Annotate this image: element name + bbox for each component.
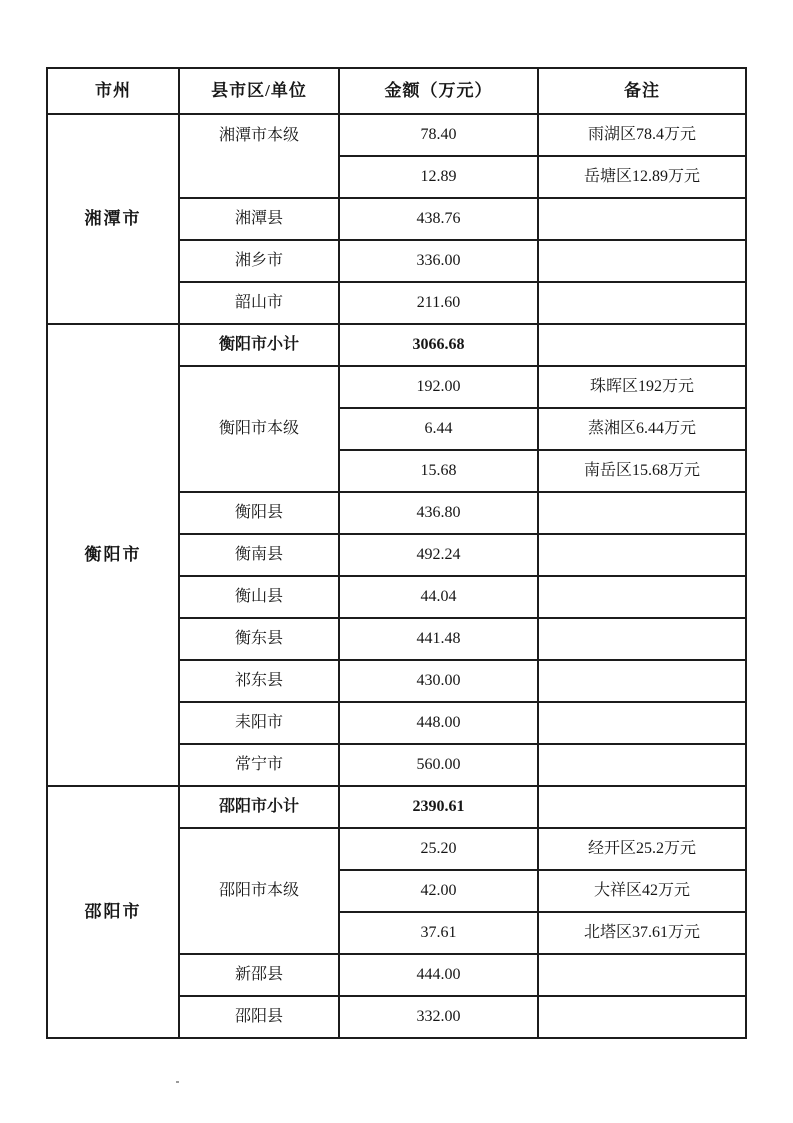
amount-cell: 25.20 xyxy=(339,828,538,870)
unit-cell: 衡南县 xyxy=(179,534,339,576)
header-amount: 金额（万元） xyxy=(339,68,538,114)
subtotal-unit-cell: 衡阳市小计 xyxy=(179,324,339,366)
remark-cell: 南岳区15.68万元 xyxy=(538,450,746,492)
unit-cell: 衡阳县 xyxy=(179,492,339,534)
amount-cell: 430.00 xyxy=(339,660,538,702)
remark-cell xyxy=(538,954,746,996)
unit-cell: 邵阳县 xyxy=(179,996,339,1038)
remark-cell: 经开区25.2万元 xyxy=(538,828,746,870)
remark-cell: 岳塘区12.89万元 xyxy=(538,156,746,198)
amount-cell: 42.00 xyxy=(339,870,538,912)
remark-cell xyxy=(538,660,746,702)
unit-cell: 韶山市 xyxy=(179,282,339,324)
amount-cell: 15.68 xyxy=(339,450,538,492)
amount-cell: 211.60 xyxy=(339,282,538,324)
unit-cell: 湘潭市本级 xyxy=(179,114,339,198)
table-row xyxy=(47,114,746,156)
unit-cell: 邵阳市本级 xyxy=(179,828,339,954)
unit-cell: 新邵县 xyxy=(179,954,339,996)
unit-cell: 衡山县 xyxy=(179,576,339,618)
subtotal-unit-cell: 邵阳市小计 xyxy=(179,786,339,828)
city-cell: 邵阳市 xyxy=(47,786,179,1038)
remark-cell: 蒸湘区6.44万元 xyxy=(538,408,746,450)
remark-cell xyxy=(538,576,746,618)
amount-cell: 492.24 xyxy=(339,534,538,576)
amount-cell: 78.40 xyxy=(339,114,538,156)
amount-cell: 441.48 xyxy=(339,618,538,660)
remark-cell xyxy=(538,492,746,534)
table-row xyxy=(47,324,746,366)
unit-cell: 常宁市 xyxy=(179,744,339,786)
remark-cell xyxy=(538,324,746,366)
amount-cell: 444.00 xyxy=(339,954,538,996)
header-remark: 备注 xyxy=(538,68,746,114)
amount-cell: 37.61 xyxy=(339,912,538,954)
remark-cell xyxy=(538,534,746,576)
remark-cell xyxy=(538,240,746,282)
remark-cell xyxy=(538,996,746,1038)
subtotal-amount-cell: 3066.68 xyxy=(339,324,538,366)
amount-cell: 336.00 xyxy=(339,240,538,282)
unit-cell: 湘潭县 xyxy=(179,198,339,240)
subtotal-amount-cell: 2390.61 xyxy=(339,786,538,828)
amount-cell: 560.00 xyxy=(339,744,538,786)
remark-cell xyxy=(538,786,746,828)
amount-cell: 436.80 xyxy=(339,492,538,534)
remark-cell xyxy=(538,702,746,744)
remark-cell: 大祥区42万元 xyxy=(538,870,746,912)
city-cell: 衡阳市 xyxy=(47,324,179,786)
remark-cell xyxy=(538,618,746,660)
amount-cell: 192.00 xyxy=(339,366,538,408)
amount-cell: 332.00 xyxy=(339,996,538,1038)
unit-cell: 衡东县 xyxy=(179,618,339,660)
remark-cell xyxy=(538,282,746,324)
header-city: 市州 xyxy=(47,68,179,114)
header-row xyxy=(47,68,746,114)
unit-cell: 衡阳市本级 xyxy=(179,366,339,492)
unit-cell: 耒阳市 xyxy=(179,702,339,744)
city-cell: 湘潭市 xyxy=(47,114,179,324)
amount-cell: 448.00 xyxy=(339,702,538,744)
table-row xyxy=(47,786,746,828)
amount-cell: 6.44 xyxy=(339,408,538,450)
header-unit: 县市区/单位 xyxy=(179,68,339,114)
unit-cell: 祁东县 xyxy=(179,660,339,702)
funding-table xyxy=(46,67,747,1039)
remark-cell xyxy=(538,198,746,240)
remark-cell: 北塔区37.61万元 xyxy=(538,912,746,954)
remark-cell: 珠晖区192万元 xyxy=(538,366,746,408)
amount-cell: 438.76 xyxy=(339,198,538,240)
remark-cell: 雨湖区78.4万元 xyxy=(538,114,746,156)
unit-cell: 湘乡市 xyxy=(179,240,339,282)
scan-speck xyxy=(176,1081,179,1083)
amount-cell: 12.89 xyxy=(339,156,538,198)
amount-cell: 44.04 xyxy=(339,576,538,618)
remark-cell xyxy=(538,744,746,786)
